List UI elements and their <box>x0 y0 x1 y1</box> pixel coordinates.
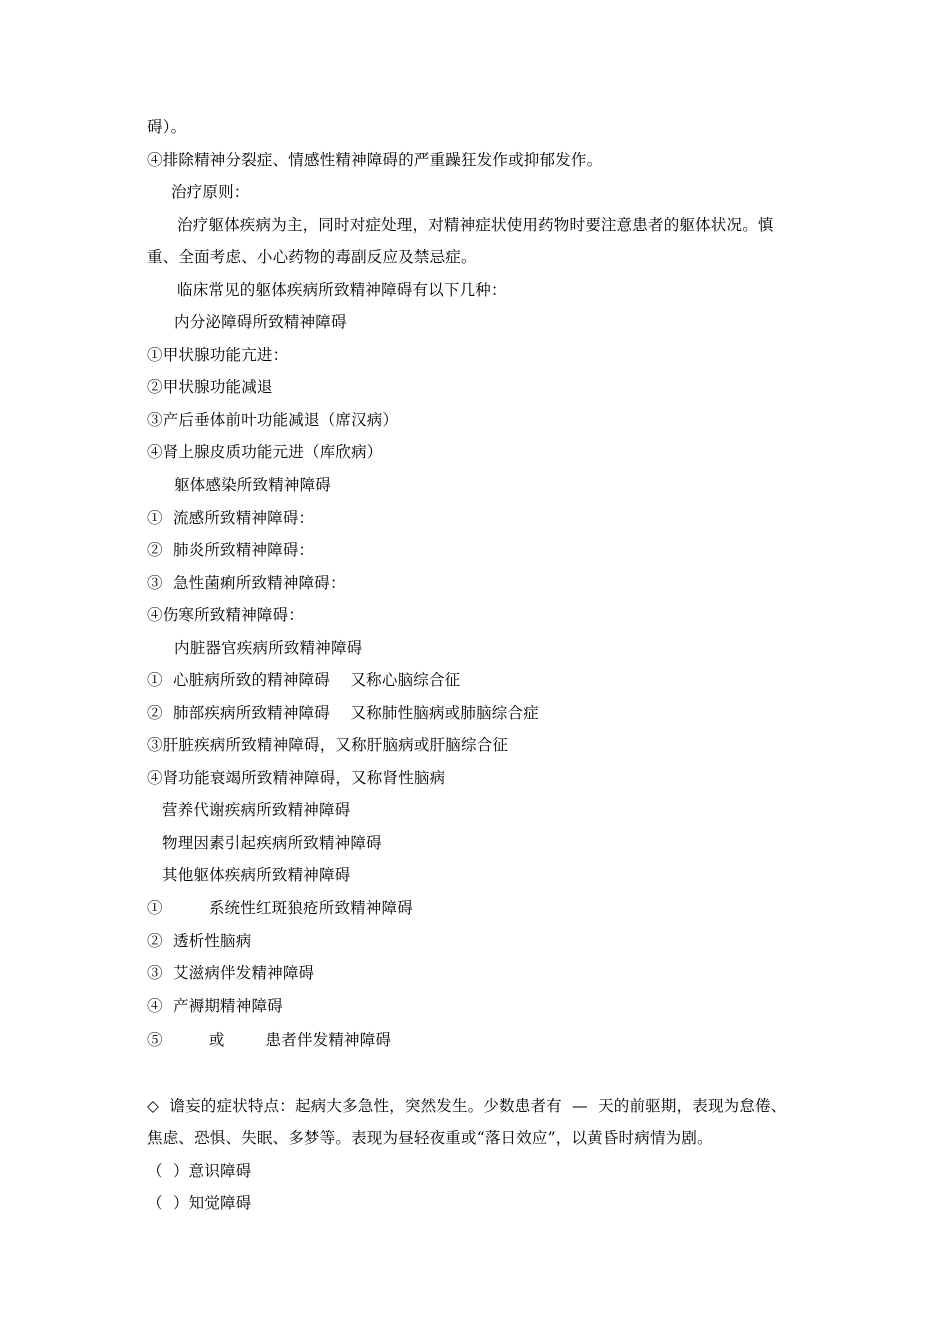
list-item: ④伤寒所致精神障碍： <box>147 606 305 624</box>
list-item: ② 肺部疾病所致精神障碍 又称肺性脑病或肺脑综合症 <box>147 704 539 722</box>
section-heading: 治疗原则： <box>171 183 250 201</box>
list-item: ② 肺炎所致精神障碍： <box>147 541 315 559</box>
category-heading: 内脏器官疾病所致精神障碍 <box>174 639 363 657</box>
list-item: ② 透析性脑病 <box>147 932 252 950</box>
list-item: （ ）知觉障碍 <box>147 1194 252 1212</box>
list-item: ②甲状腺功能减退 <box>147 378 273 396</box>
list-item: ⑤ 或 患者伴发精神障碍 <box>147 1031 392 1049</box>
list-item: ③肝脏疾病所致精神障碍，又称肝脑病或肝脑综合征 <box>147 736 509 754</box>
text-line: ④排除精神分裂症、情感性精神障碍的严重躁狂发作或抑郁发作。 <box>147 151 603 169</box>
category-heading: 营养代谢疾病所致精神障碍 <box>162 801 351 819</box>
paragraph-line: 治疗躯体疾病为主，同时对症处理，对精神症状使用药物时要注意患者的躯体状况。慎 <box>177 216 774 234</box>
list-item: ③ 艾滋病伴发精神障碍 <box>147 964 315 982</box>
list-item: ④肾功能衰竭所致精神障碍，又称肾性脑病 <box>147 769 446 787</box>
category-heading: 其他躯体疾病所致精神障碍 <box>162 866 351 884</box>
list-item: ① 心脏病所致的精神障碍 又称心脑综合征 <box>147 671 461 689</box>
list-item: ① 系统性红斑狼疮所致精神障碍 <box>147 899 413 917</box>
paragraph-line: ◇ 谵妄的症状特点：起病大多急性，突然发生。少数患者有 — 天的前驱期，表现为怠倦、 <box>147 1097 787 1115</box>
section-heading: 临床常见的躯体疾病所致精神障碍有以下几种： <box>177 281 507 299</box>
list-item: ① 流感所致精神障碍： <box>147 509 315 527</box>
category-heading: 物理因素引起疾病所致精神障碍 <box>162 834 382 852</box>
list-item: ④ 产褥期精神障碍 <box>147 997 283 1015</box>
list-item: ①甲状腺功能亢进： <box>147 346 289 364</box>
category-heading: 躯体感染所致精神障碍 <box>174 476 332 494</box>
paragraph-line: 焦虑、恐惧、失眠、多梦等。表现为昼轻夜重或“落日效应”，以黄昏时病情为剧。 <box>147 1129 713 1147</box>
category-heading: 内分泌障碍所致精神障碍 <box>174 313 347 331</box>
list-item: ③ 急性菌痢所致精神障碍： <box>147 574 346 592</box>
list-item: ④肾上腺皮质功能元进（库欣病） <box>147 443 383 461</box>
list-item: （ ）意识障碍 <box>147 1162 252 1180</box>
paragraph-line: 重、全面考虑、小心药物的毒副反应及禁忌症。 <box>147 248 477 266</box>
list-item: ③产后垂体前叶功能减退（席汉病） <box>147 411 399 429</box>
text-line: 碍）。 <box>147 118 187 136</box>
